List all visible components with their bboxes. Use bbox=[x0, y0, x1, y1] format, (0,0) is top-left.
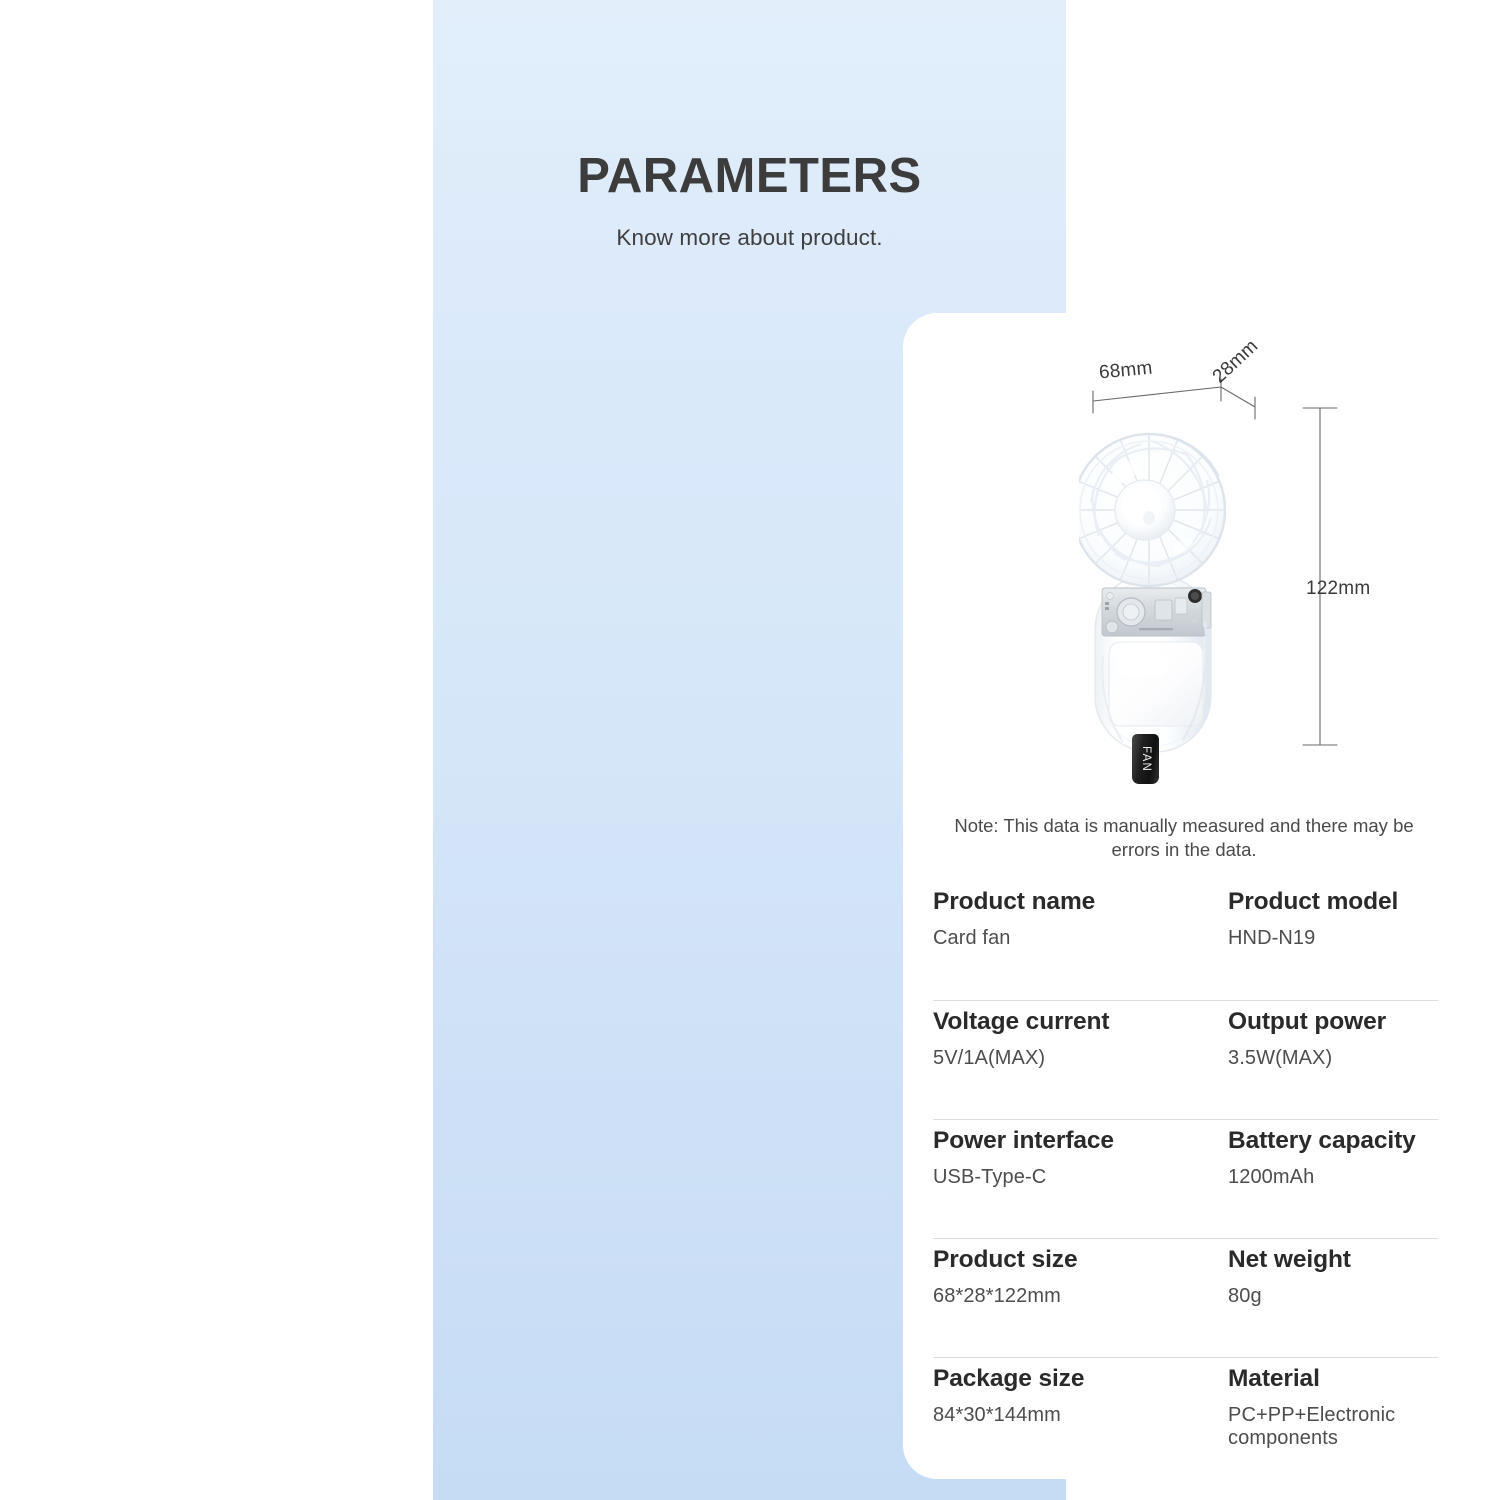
spec-value: PC+PP+Electronic components bbox=[1228, 1403, 1396, 1450]
spec-cell-battery-capacity bbox=[1228, 1126, 1483, 1189]
page-subtitle: Know more about product. bbox=[616, 224, 883, 250]
spec-label: Material bbox=[1228, 1365, 1320, 1392]
table-row bbox=[933, 1000, 1438, 1119]
spec-label: Package size bbox=[933, 1365, 1085, 1392]
spec-value: Card fan bbox=[933, 926, 1011, 949]
spec-cell-product-model bbox=[1228, 887, 1483, 950]
parameters-card bbox=[903, 313, 1465, 1479]
spec-value: HND-N19 bbox=[1228, 926, 1316, 949]
fan-lanyard-tag bbox=[1132, 734, 1159, 784]
spec-cell-product-size bbox=[933, 1245, 1188, 1308]
spec-label: Net weight bbox=[1228, 1246, 1351, 1273]
spec-label: Product model bbox=[1228, 888, 1399, 915]
spec-cell-product-name bbox=[933, 887, 1188, 950]
spec-label: Output power bbox=[1228, 1008, 1387, 1035]
dimension-depth-label: 28mm bbox=[1208, 335, 1263, 388]
spec-cell-net-weight bbox=[1228, 1245, 1483, 1308]
card-fan-illustration-svg bbox=[1079, 406, 1239, 806]
spec-value: 84*30*144mm bbox=[933, 1403, 1061, 1426]
spec-cell-voltage-current bbox=[933, 1007, 1188, 1070]
spec-value: 1200mAh bbox=[1228, 1165, 1315, 1188]
spec-label: Power interface bbox=[933, 1127, 1114, 1154]
content-panel bbox=[433, 0, 1416, 1500]
spec-value: 5V/1A(MAX) bbox=[933, 1046, 1046, 1069]
specifications-table bbox=[933, 881, 1438, 1476]
fan-tag-label: FAN bbox=[1139, 746, 1152, 772]
spec-cell-material bbox=[1228, 1364, 1483, 1450]
spec-label: Product size bbox=[933, 1246, 1078, 1273]
spec-cell-output-power bbox=[1228, 1007, 1483, 1070]
table-row bbox=[933, 1357, 1438, 1476]
spec-value: USB-Type-C bbox=[933, 1165, 1047, 1188]
spec-value: 80g bbox=[1228, 1284, 1262, 1307]
spec-label: Voltage current bbox=[933, 1008, 1110, 1035]
measurement-note: Note: This data is manually measured and there may be errors in the data. bbox=[954, 815, 1414, 860]
dimension-height-label: 122mm bbox=[1306, 578, 1371, 599]
dimension-width-label: 68mm bbox=[1098, 357, 1154, 384]
table-row bbox=[933, 881, 1438, 1000]
spec-value: 68*28*122mm bbox=[933, 1284, 1061, 1307]
table-row bbox=[933, 1119, 1438, 1238]
spec-label: Product name bbox=[933, 888, 1096, 915]
page-title: PARAMETERS bbox=[577, 149, 922, 203]
spec-cell-power-interface bbox=[933, 1126, 1188, 1189]
page-header bbox=[433, 150, 1066, 251]
spec-label: Battery capacity bbox=[1228, 1127, 1416, 1154]
spec-value: 3.5W(MAX) bbox=[1228, 1046, 1333, 1069]
spec-cell-package-size bbox=[933, 1364, 1188, 1427]
product-image bbox=[1079, 406, 1239, 806]
table-row bbox=[933, 1238, 1438, 1357]
product-dimension-figure bbox=[903, 313, 1465, 813]
